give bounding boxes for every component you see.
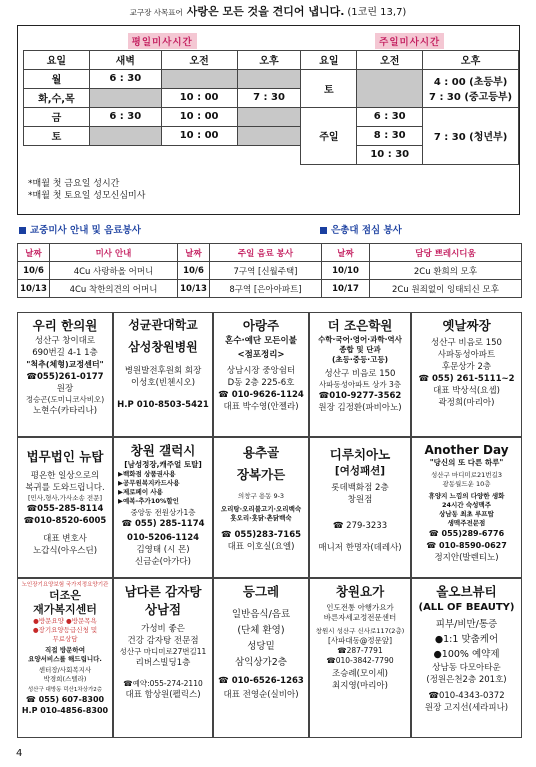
- weekday-day: 화,수,목: [24, 88, 90, 107]
- ad-gamjatang: 남다른 감자탕 상남점 가성비 좋은 건강 감자탕 전문점 성산구 마디미로27번길11 리버스빌딩1층 ☎예약:055-274-2110 대표 함상원(펠릭스): [113, 578, 213, 738]
- weekday-col-day: 요일: [24, 50, 90, 69]
- weekday-time: 6 : 30: [89, 69, 161, 88]
- ad-law-firm: 법무법인 뉴탑 평온한 일상으로의 복귀를 도와드립니다. [민사,형사,가사소송 전문] ☎055-285-8114 ☎010-8520-6005 대표 변호사 노갑식(아우스딘): [17, 437, 113, 578]
- weekday-day: 금: [24, 107, 90, 126]
- table-row: 10/17 2Cu 원죄없이 잉태되신 모후: [322, 280, 522, 298]
- weekday-empty: [237, 126, 301, 145]
- weekday-empty: [161, 69, 237, 88]
- ad-oriental-clinic: 우리 한의원 성산구 창이대로 690번길 4-1 1층 "척추(체형)교정센터" ☎055)261-0177 원장 정승곤(도미니코사비오) 노현수(카타리나): [17, 312, 113, 437]
- weekday-col-pm: 오후: [237, 50, 301, 69]
- sunday-day-sun: 주일: [301, 107, 357, 164]
- sunday-col-day: 요일: [301, 50, 357, 69]
- ad-yongchugol: 용추골 장복가든 의창구 용동 9-3 오리탕·오리불고기·오리백숙 훗오리·훗닭·촌닭백숙 ☎ 055)283-7165 대표 이호실(요엘): [213, 437, 309, 578]
- ad-galaxy: 창원 갤럭시 [남성정장,캐주얼 토탈] ▶백화점 상품권사용 ▶공무원복지카드사용 ▶제로페이 사용 ▶예복-추가10%할인 중앙동 전원상가1층 ☎ 055) 285-1174 010-5206-1124 김영태 (시 몬) 신금순(아가다): [113, 437, 213, 578]
- square-bullet-icon: [320, 227, 327, 234]
- square-bullet-icon: [19, 227, 26, 234]
- service-col-drink: 주일 음료 봉사: [210, 244, 322, 262]
- sunday-empty: [357, 69, 423, 107]
- sunday-am: 6 : 30: [357, 107, 423, 126]
- sunday-sat-pm: 4 : 00 (초등부) 7 : 30 (중고등부): [423, 69, 519, 107]
- weekday-time: 7 : 30: [237, 88, 301, 107]
- weekday-time: 10 : 00: [161, 88, 237, 107]
- weekday-mass-title: 평일미사시간: [128, 33, 197, 49]
- weekday-day: 토: [24, 126, 90, 145]
- ad-diluciano: 디루치아노 [여성패션] 롯데백화점 2층 창원점 ☎ 279-3233 매니저 한명자(데레사): [309, 437, 411, 578]
- lunch-col-date: 날짜: [322, 244, 370, 262]
- motto-label: 교구장 사목표어: [129, 8, 183, 17]
- weekday-empty: [237, 107, 301, 126]
- weekday-day: 월: [24, 69, 90, 88]
- motto-reference: (1코린 13,7): [347, 7, 407, 18]
- note-item: *매월 첫 토요일 성모신심미사: [28, 191, 146, 201]
- weekday-time: 10 : 00: [161, 126, 237, 145]
- mass-schedule-box: [17, 25, 520, 215]
- ad-arangju: 아랑주 혼수·예단 모든이불 <점포정리> 상남시장 중앙쉼터 D동 2층 225-6호 ☎ 010-9626-1124 대표 박수영(안젤라): [213, 312, 309, 437]
- sunday-col-pm: 오후: [423, 50, 519, 69]
- weekday-empty: [237, 69, 301, 88]
- weekday-empty: [89, 88, 161, 107]
- page-number: 4: [16, 748, 23, 759]
- table-row: 10/13 4Cu 착한의견의 어머니 10/13 8구역 [은아아파트]: [18, 280, 322, 298]
- sunday-am: 8 : 30: [357, 126, 423, 145]
- motto-text: 사랑은 모든 것을 견디어 냅니다.: [186, 5, 345, 18]
- weekday-time: 6 : 30: [89, 107, 161, 126]
- sunday-mass-title: 주일미사시간: [375, 33, 444, 49]
- note-item: *매월 첫 금요일 성시간: [28, 179, 120, 189]
- ad-dunggeure: 등그레 일반음식/음료 (단체 환영) 성당밑 삼익상가2층 ☎ 010-6526-1263 대표 전영순(실비아): [213, 578, 309, 738]
- weekday-time: 10 : 00: [161, 107, 237, 126]
- weekday-col-dawn: 새벽: [89, 50, 161, 69]
- mass-schedule-table: [23, 32, 519, 165]
- ad-jjajang: 옛날짜장 성산구 비음로 150 사파동성아파트 후문상가 2층 ☎ 055) 261-5111~2 대표 박상석(요셉) 곽정희(마리아): [411, 312, 522, 437]
- header-motto: [0, 4, 536, 21]
- lunch-table: [321, 243, 522, 298]
- ad-another-day: Another Day "당신의 또 다른 하루" 성산구 마디미로21번길3 광동월드운 10층 휴양지 느낌의 다양한 생화 24시간 숙성맥주 상남동 최초 루프탑 생맥주전문점 ☎ 055)289-6776 ☎ 010-8590-0627 정지안(발렌티노): [411, 437, 522, 578]
- table-row: 10/6 4Cu 사랑하올 어머니 10/6 7구역 [신월주택]: [18, 262, 322, 280]
- ad-welfare-center: 노인장기요양보험 국가지정요양기관 더조은 재가복지센터 ●방문요양 ●방문목욕 ●장기요양등급신청 및 무료상담 직접 방문하여 요양서비스를 해드립니다. 센터장/사회복지사 박경희(스텔라) 성산구 대방동 덕산1차상가2층 ☎ 055) 607-8300 H.P 010-4856-8300: [17, 578, 113, 738]
- service-col-date2: 날짜: [178, 244, 210, 262]
- service-section-title: 교중미사 안내 및 음료봉사: [19, 222, 141, 236]
- weekday-empty: [89, 126, 161, 145]
- lunch-col-team: 담당 쁘레시디움: [370, 244, 522, 262]
- lunch-section-title: 은총대 점심 봉사: [320, 222, 402, 236]
- schedule-notes: [28, 178, 145, 202]
- table-row: 10/10 2Cu 환희의 모후: [322, 262, 522, 280]
- sunday-am: 10 : 30: [357, 145, 423, 164]
- service-col-guide: 미사 안내: [50, 244, 178, 262]
- ad-academy: 더 조은학원 수학·국어·영어·과학·역사 종합 및 단과 (초등·중등·고등) 성산구 비음로 150 사파동성아파트 상가 3층 ☎010-9277-3562 원장 김정환(파비아노): [309, 312, 411, 437]
- sunday-sun-pm: 7 : 30 (청년부): [423, 107, 519, 164]
- weekday-col-am: 오전: [161, 50, 237, 69]
- sunday-col-am: 오전: [357, 50, 423, 69]
- ad-samsung-hospital: 성균관대학교 삼성창원병원 병원발전후원회 회장 이성호(빈첸시오) H.P 010-8503-5421: [113, 312, 213, 437]
- service-col-date: 날짜: [18, 244, 50, 262]
- sunday-day-sat: 토: [301, 69, 357, 107]
- ad-all-of-beauty: 올오브뷰티 (ALL OF BEAUTY) 피부/비만/통증 ●1:1 맞춤케어 ●100% 예약제 상남동 다모아타운 (정원은천2층 201호) ☎010-4343-0372 원장 고지선(세라피나): [411, 578, 522, 738]
- ad-yoga: 창원요가 인도전통 아행가요가 바른자세교정전문센터 창원시 성산구 신사로117(2층) [사파대동@정문앞] ☎287-7791 ☎010-3842-7790 조승례(모이세) 최지영(마리아): [309, 578, 411, 738]
- service-table: [17, 243, 322, 298]
